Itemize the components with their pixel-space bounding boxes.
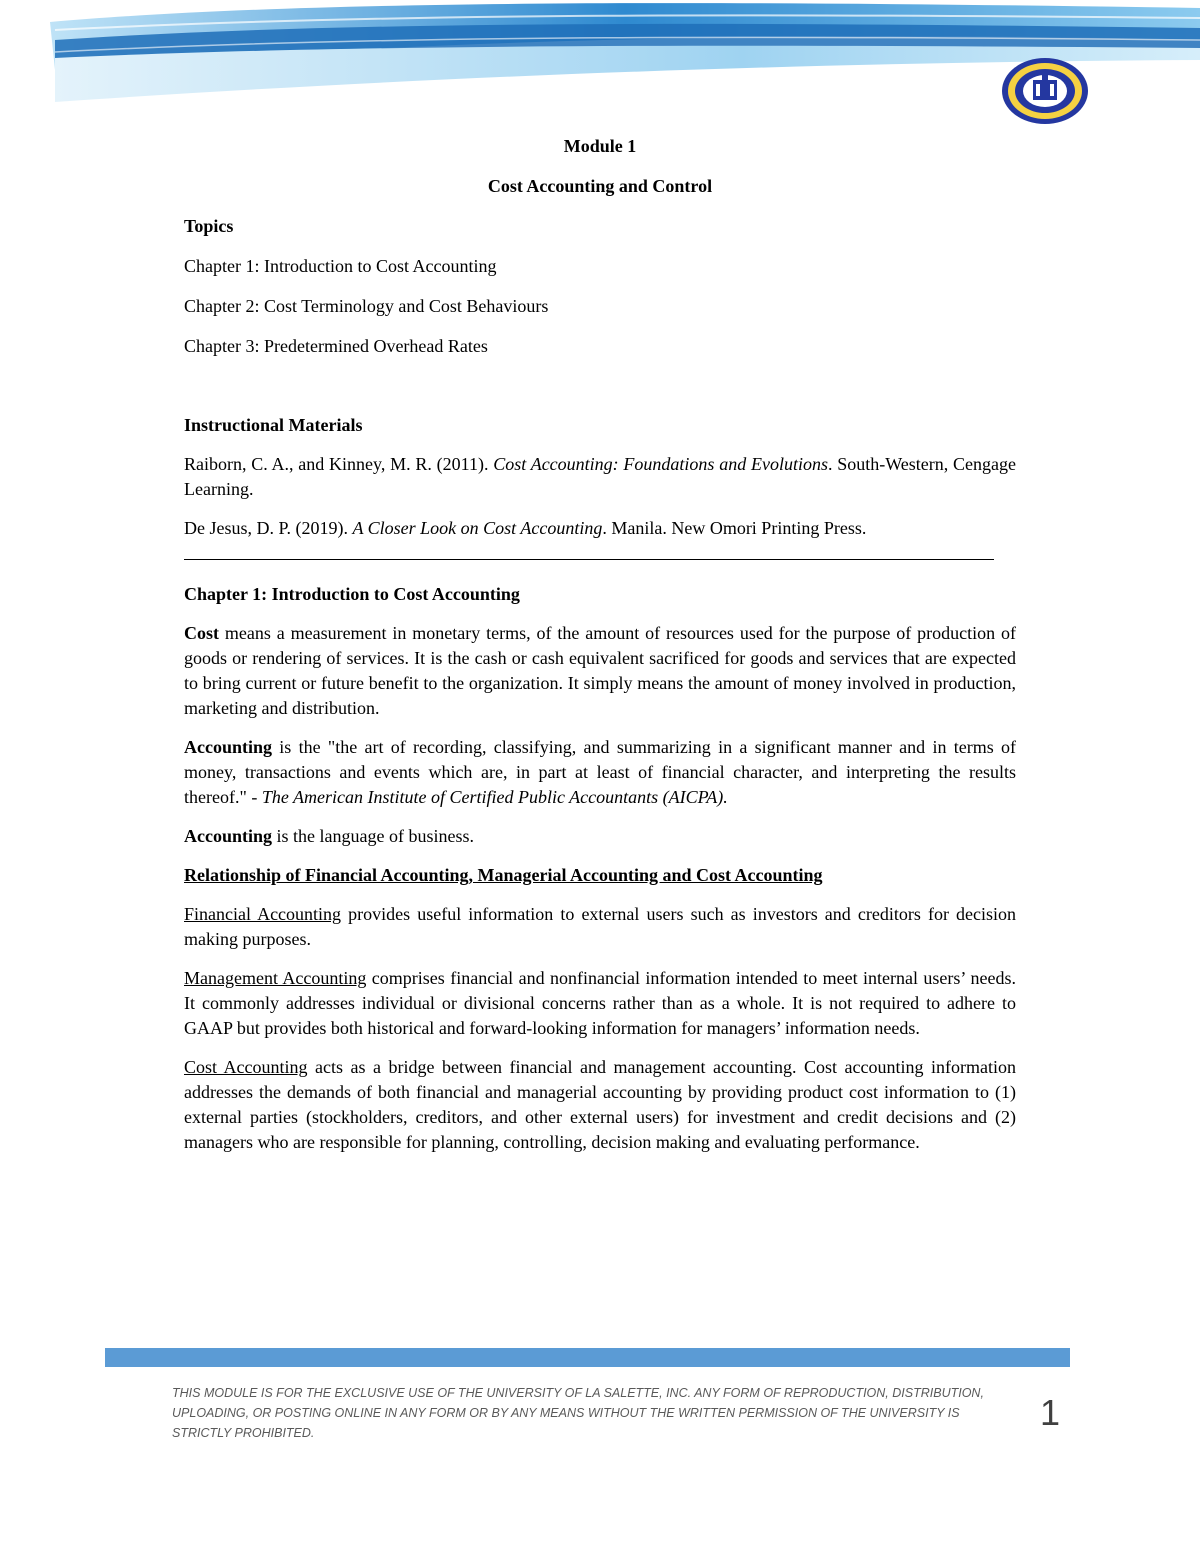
footer-bar (105, 1348, 1070, 1367)
relationship-heading: Relationship of Financial Accounting, Managerial Accounting and Cost Accounting (184, 865, 823, 885)
topics-heading: Topics (184, 216, 234, 236)
topic-item: Chapter 3: Predetermined Overhead Rates (184, 336, 488, 356)
cost-definition-paragraph (184, 621, 1016, 721)
chapter1-heading: Chapter 1: Introduction to Cost Accounting (184, 584, 520, 604)
footer-copyright-notice: THIS MODULE IS FOR THE EXCLUSIVE USE OF THE UNIVERSITY OF LA SALETTE, INC. ANY FORM OF REPRODUCTION, DISTRIBUTION, UPLOADING, OR POSTING ONLINE IN ANY FORM OR BY ANY MEANS WITHOUT THE WRITTEN PERMISSION OF THE UNIVERSITY IS STRICTLY PROHIBITED. (172, 1386, 984, 1440)
reference-title: A Closer Look on Cost Accounting (352, 518, 603, 538)
reference-item (184, 516, 1016, 541)
definition-text: provides useful information to external users such as investors and creditors for decision making purposes. (184, 904, 1017, 949)
module-title: Module 1 (563, 136, 637, 156)
term-accounting: Accounting (184, 826, 273, 846)
term-management-accounting: Management Accounting (184, 968, 367, 988)
accounting-definition-paragraph (184, 735, 1016, 810)
reference-item (184, 452, 1016, 502)
university-seal-logo (1000, 56, 1090, 126)
definition-text: is the "the art of recording, classifying, and summarizing in a significant manner and in terms of money, transactions and events which are, in part at least of financial character, and interpreting the results thereof." - (184, 737, 1016, 807)
financial-accounting-paragraph (184, 902, 1016, 952)
reference-title: Cost Accounting: Foundations and Evolutions (493, 454, 828, 474)
accounting-language-paragraph (184, 824, 1016, 849)
instructional-materials-heading: Instructional Materials (184, 415, 363, 435)
page-number: 1 (1039, 1392, 1061, 1433)
topic-item: Chapter 2: Cost Terminology and Cost Behaviours (184, 296, 549, 316)
reference-authors: Raiborn, C. A., and Kinney, M. R. (2011). (184, 454, 494, 474)
definition-text: is the language of business. (272, 826, 474, 846)
term-financial-accounting: Financial Accounting (184, 904, 342, 924)
definition-text: acts as a bridge between financial and management accounting. Cost accounting information addresses the demands of both financial and managerial accounting by providing product cost information to (1) external parties (stockholders, creditors, and other external users) for investment and credit decisions and (2) managers who are responsible for planning, controlling, decision making and evaluating performance. (184, 1057, 1016, 1152)
definition-text: comprises financial and nonfinancial information intended to meet internal users’ needs. It commonly addresses individual or divisional concerns rather than as a whole. It is not required to adhere to GAAP but provides both historical and forward-looking information for managers’ information needs. (184, 968, 1016, 1038)
reference-authors: De Jesus, D. P. (2019). (184, 518, 353, 538)
definition-text: means a measurement in monetary terms, of the amount of resources used for the purpose of production of goods or rendering of services. It is the cash or cash equivalent sacrificed for goods and services that are expected to bring current or future benefit to the organization. It simply means the amount of money involved in production, marketing and distribution. (184, 623, 1016, 718)
topic-item: Chapter 1: Introduction to Cost Accounting (184, 256, 497, 276)
management-accounting-paragraph (184, 966, 1016, 1041)
definition-source: The American Institute of Certified Public Accountants (AICPA). (261, 787, 728, 807)
cost-accounting-paragraph (184, 1055, 1016, 1155)
term-cost-accounting: Cost Accounting (184, 1057, 308, 1077)
section-divider (184, 559, 994, 560)
reference-publisher: . Manila. New Omori Printing Press. (602, 518, 867, 538)
reference-publisher: . South-Western, Cengage Learning. (184, 454, 1016, 499)
module-content (184, 128, 1016, 1155)
module-subtitle: Cost Accounting and Control (487, 176, 713, 196)
term-accounting: Accounting (184, 737, 273, 757)
term-cost: Cost (184, 623, 219, 643)
